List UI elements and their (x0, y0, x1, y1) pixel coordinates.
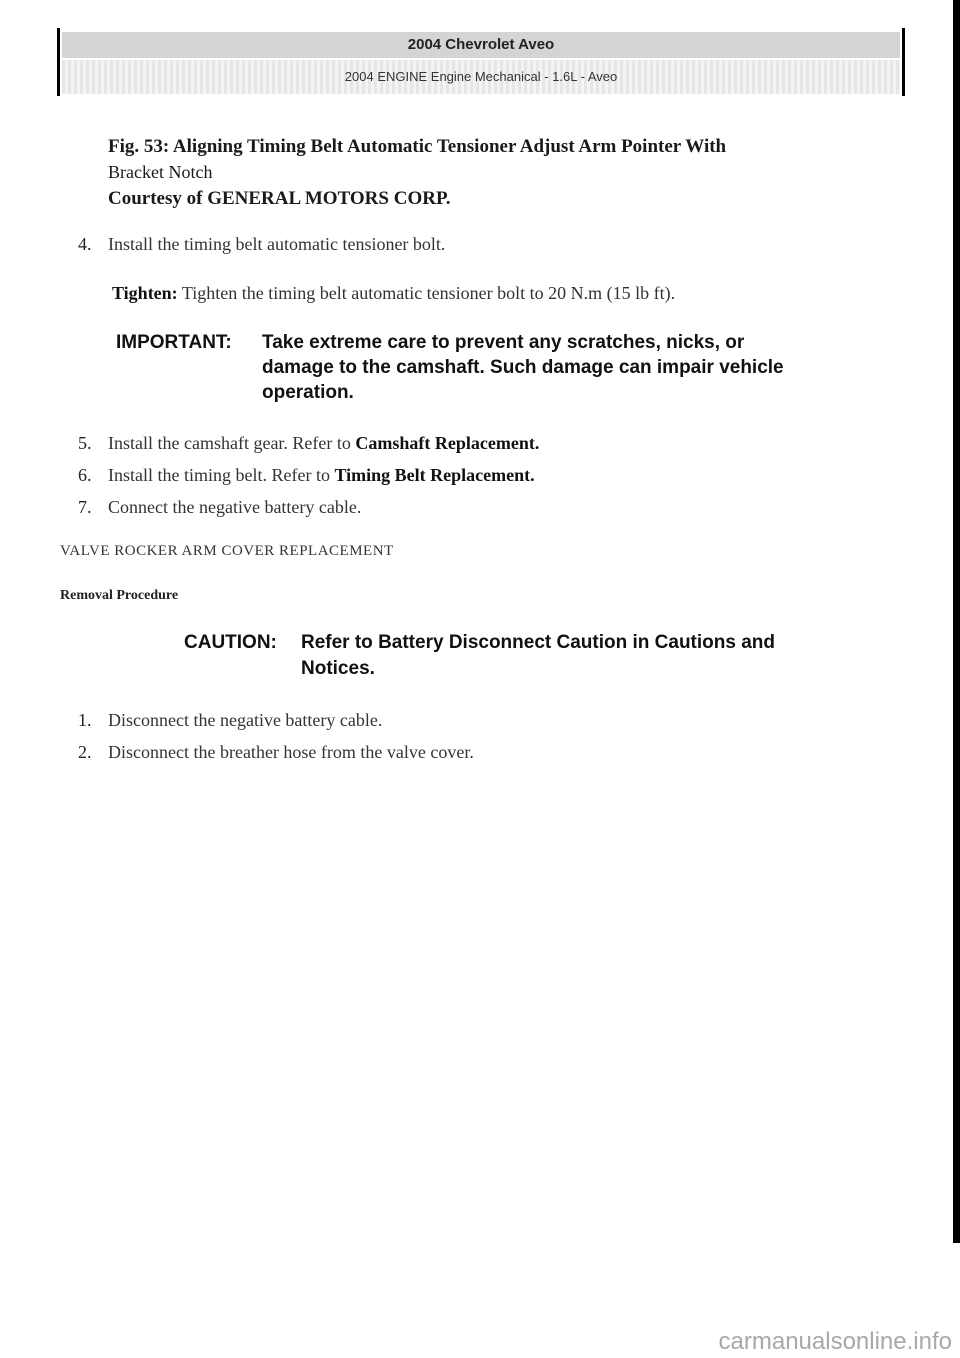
step-body: Install the timing belt. Refer to (108, 465, 335, 485)
important-text-line3: operation. (262, 382, 354, 403)
document-title: 2004 Chevrolet Aveo (62, 32, 900, 58)
step-body: Install the camshaft gear. Refer to (108, 433, 356, 453)
step-text: Disconnect the negative battery cable. (108, 710, 383, 730)
step-text (108, 465, 535, 486)
header-left-rule (57, 28, 60, 96)
figure-courtesy: Courtesy of GENERAL MOTORS CORP. (108, 188, 451, 209)
important-text-line1: Take extreme care to prevent any scratches, nicks, or (262, 332, 745, 353)
figure-caption: Fig. 53: Aligning Timing Belt Automatic Tensioner Adjust Arm Pointer With (108, 136, 727, 157)
tighten-label: Tighten: (112, 283, 178, 303)
document-subtitle: 2004 ENGINE Engine Mechanical - 1.6L - Aveo (62, 60, 900, 94)
tighten-spec (112, 283, 675, 304)
important-label: IMPORTANT: (116, 332, 232, 353)
step-text (108, 433, 539, 454)
important-text-line2: damage to the camshaft. Such damage can impair vehicle (262, 357, 784, 378)
caution-label: CAUTION: (184, 632, 277, 653)
caution-text-line2: Notices. (301, 658, 375, 679)
step-number: 4. (78, 234, 92, 254)
page-edge-rule (953, 0, 960, 1243)
step-number: 1. (78, 710, 92, 730)
section-heading: VALVE ROCKER ARM COVER REPLACEMENT (60, 543, 394, 559)
step-text: Disconnect the breather hose from the valve cover. (108, 742, 474, 762)
tighten-text: Tighten the timing belt automatic tensioner bolt to 20 N.m (15 lb ft). (181, 283, 676, 303)
procedure-subheading: Removal Procedure (60, 588, 179, 603)
step-number: 6. (78, 465, 92, 485)
caution-text-line1: Refer to Battery Disconnect Caution in Cautions and (301, 632, 775, 653)
step-number: 7. (78, 497, 92, 517)
step-text: Install the timing belt automatic tensioner bolt. (108, 234, 446, 254)
step-number: 2. (78, 742, 92, 762)
step-number: 5. (78, 433, 92, 453)
step-reference-link[interactable]: Timing Belt Replacement. (334, 465, 535, 485)
watermark: carmanualsonline.info (718, 1328, 952, 1355)
header-right-rule (902, 28, 905, 96)
figure-caption-continued: Bracket Notch (108, 162, 213, 182)
step-text: Connect the negative battery cable. (108, 497, 362, 517)
step-reference-link[interactable]: Camshaft Replacement. (355, 433, 540, 453)
